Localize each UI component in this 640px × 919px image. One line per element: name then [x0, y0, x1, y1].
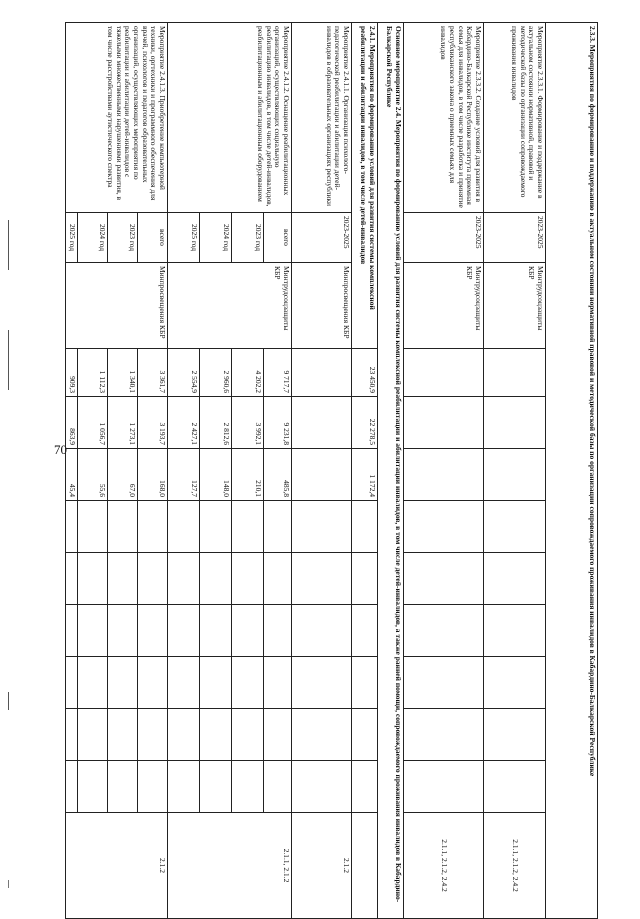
value-regional: 67,0 — [108, 449, 138, 501]
value-total: 2 960,6 — [200, 349, 232, 397]
value-total: 2 554,9 — [168, 349, 200, 397]
measure-name: Мероприятие 2.4.1.3. Приобретение компьютерной техники, оргтехники и программного обеспечения для врачей, психологов и педагогов образовательных организаций, осуществляющих мероприятия по реабилитации и абилитации детей-инвалидов с тяжелыми множественными нарушениями развития, в том числе расстройствами аутистического спектра — [66, 23, 168, 213]
rotated-table-container — [68, 22, 598, 903]
period: 2025 год — [66, 213, 78, 263]
value-federal: 1 056,7 — [78, 397, 108, 449]
value-total: 1 340,1 — [108, 349, 138, 397]
margin-line — [8, 692, 9, 710]
section-header: Основное мероприятие 2.4. Мероприятия по формированию условий для развития системы комплексной реабилитации и абилитации инвалидов, в том числе детей-инвалидов, а также ранней помощи, сопровождаемого проживания инвалидов в Кабардино-Балкарской Республике — [378, 23, 404, 919]
measure-name: Мероприятие 2.4.1.2. Оснащение реабилитационных организаций, осуществляющих социальную реабилитацию инвалидов, в том числе детей-инвалидов, реабилитационным и абилитационным оборудованием — [168, 23, 292, 213]
value-federal: 9 231,8 — [264, 397, 292, 449]
period: 2025 год — [168, 213, 200, 263]
executor: Минтрудсоцзащиты КБР — [404, 263, 484, 349]
margin-line — [8, 220, 9, 270]
measure-name: Мероприятие 2.3.3.2. Создание условий для развития в Кабардино-Балкарской Республике института приемная семья для инвалидов, в том числе разработка и принятие республиканского закона о приемных семьях для инвалидов — [404, 23, 484, 213]
measure-name: Мероприятие 2.4.1.1. Организация психолого-педагогической реабилитации и абилитации детей-инвалидов в образовательных организациях республики — [292, 23, 352, 213]
value-federal: 1 273,1 — [108, 397, 138, 449]
period: всего — [138, 213, 168, 263]
period: 2024 год — [200, 213, 232, 263]
indicators: 2.1.2 — [292, 813, 352, 919]
executor: Минтрудсоцзащиты КБР — [168, 263, 292, 349]
value-regional: 168,0 — [138, 449, 168, 501]
table-row — [484, 23, 546, 919]
margin-tick — [8, 880, 9, 888]
value-federal: 2 812,6 — [200, 397, 232, 449]
value-total: 909,3 — [66, 349, 78, 397]
executor: Минпросвещения КБР — [66, 263, 168, 349]
value-total: 4 202,2 — [232, 349, 264, 397]
indicators: 2.1.1, 2.1.2, 2.4.2 — [484, 813, 546, 919]
table-row — [292, 23, 352, 919]
margin-line — [8, 330, 9, 390]
table-row — [264, 23, 292, 919]
value-federal: 863,9 — [66, 397, 78, 449]
indicators: 2.1.2 — [66, 813, 168, 919]
value-regional: 485,8 — [264, 449, 292, 501]
table-row — [138, 23, 168, 919]
value-total: 9 717,7 — [264, 349, 292, 397]
executor: Минтрудсоцзащиты КБР — [484, 263, 546, 349]
period: 2024 год — [78, 213, 108, 263]
period: 2023-2025 — [404, 213, 484, 263]
program-table — [65, 22, 598, 919]
period: 2023-2025 — [484, 213, 546, 263]
value-total: 23 450,9 — [352, 349, 378, 397]
table-row — [546, 23, 598, 919]
indicators: 2.1.1, 2.1.2 — [168, 813, 292, 919]
indicators: 2.1.1, 2.1.2, 2.4.2 — [404, 813, 484, 919]
table-row — [378, 23, 404, 919]
value-federal: 3 193,7 — [138, 397, 168, 449]
page-number: 70 — [54, 442, 67, 457]
value-federal: 2 427,1 — [168, 397, 200, 449]
value-regional: 45,4 — [66, 449, 78, 501]
executor: Минпросвещения КБР — [292, 263, 352, 349]
value-regional: 148,0 — [200, 449, 232, 501]
section-header: 2.3.3. Мероприятия по формированию и поддержанию в актуальном состоянии нормативной правовой и методической базы по организации сопровождаемого проживания инвалидов в Кабардино-Балкарской Республике — [546, 23, 598, 919]
value-total: 1 112,3 — [78, 349, 108, 397]
value-total: 3 361,7 — [138, 349, 168, 397]
value-federal: 3 992,1 — [232, 397, 264, 449]
period: 2023-2025 — [292, 213, 352, 263]
table-row — [352, 23, 378, 919]
period: 2023 год — [232, 213, 264, 263]
section-header: 2.4.1. Мероприятия по формированию условий для развития системы комплексной реабилитации и абилитации инвалидов, в том числе детей-инвалидов — [352, 23, 378, 349]
value-regional: 127,7 — [168, 449, 200, 501]
measure-name: Мероприятие 2.3.3.1. Формирование и поддержание в актуальном состоянии нормативной, правовой и методической базы по организации сопровождаемого проживания инвалидов — [484, 23, 546, 213]
period: 2023 год — [108, 213, 138, 263]
period: всего — [264, 213, 292, 263]
value-federal: 22 278,5 — [352, 397, 378, 449]
value-regional: 55,6 — [78, 449, 108, 501]
value-regional: 1 172,4 — [352, 449, 378, 501]
table-row — [404, 23, 484, 919]
value-regional: 210,1 — [232, 449, 264, 501]
